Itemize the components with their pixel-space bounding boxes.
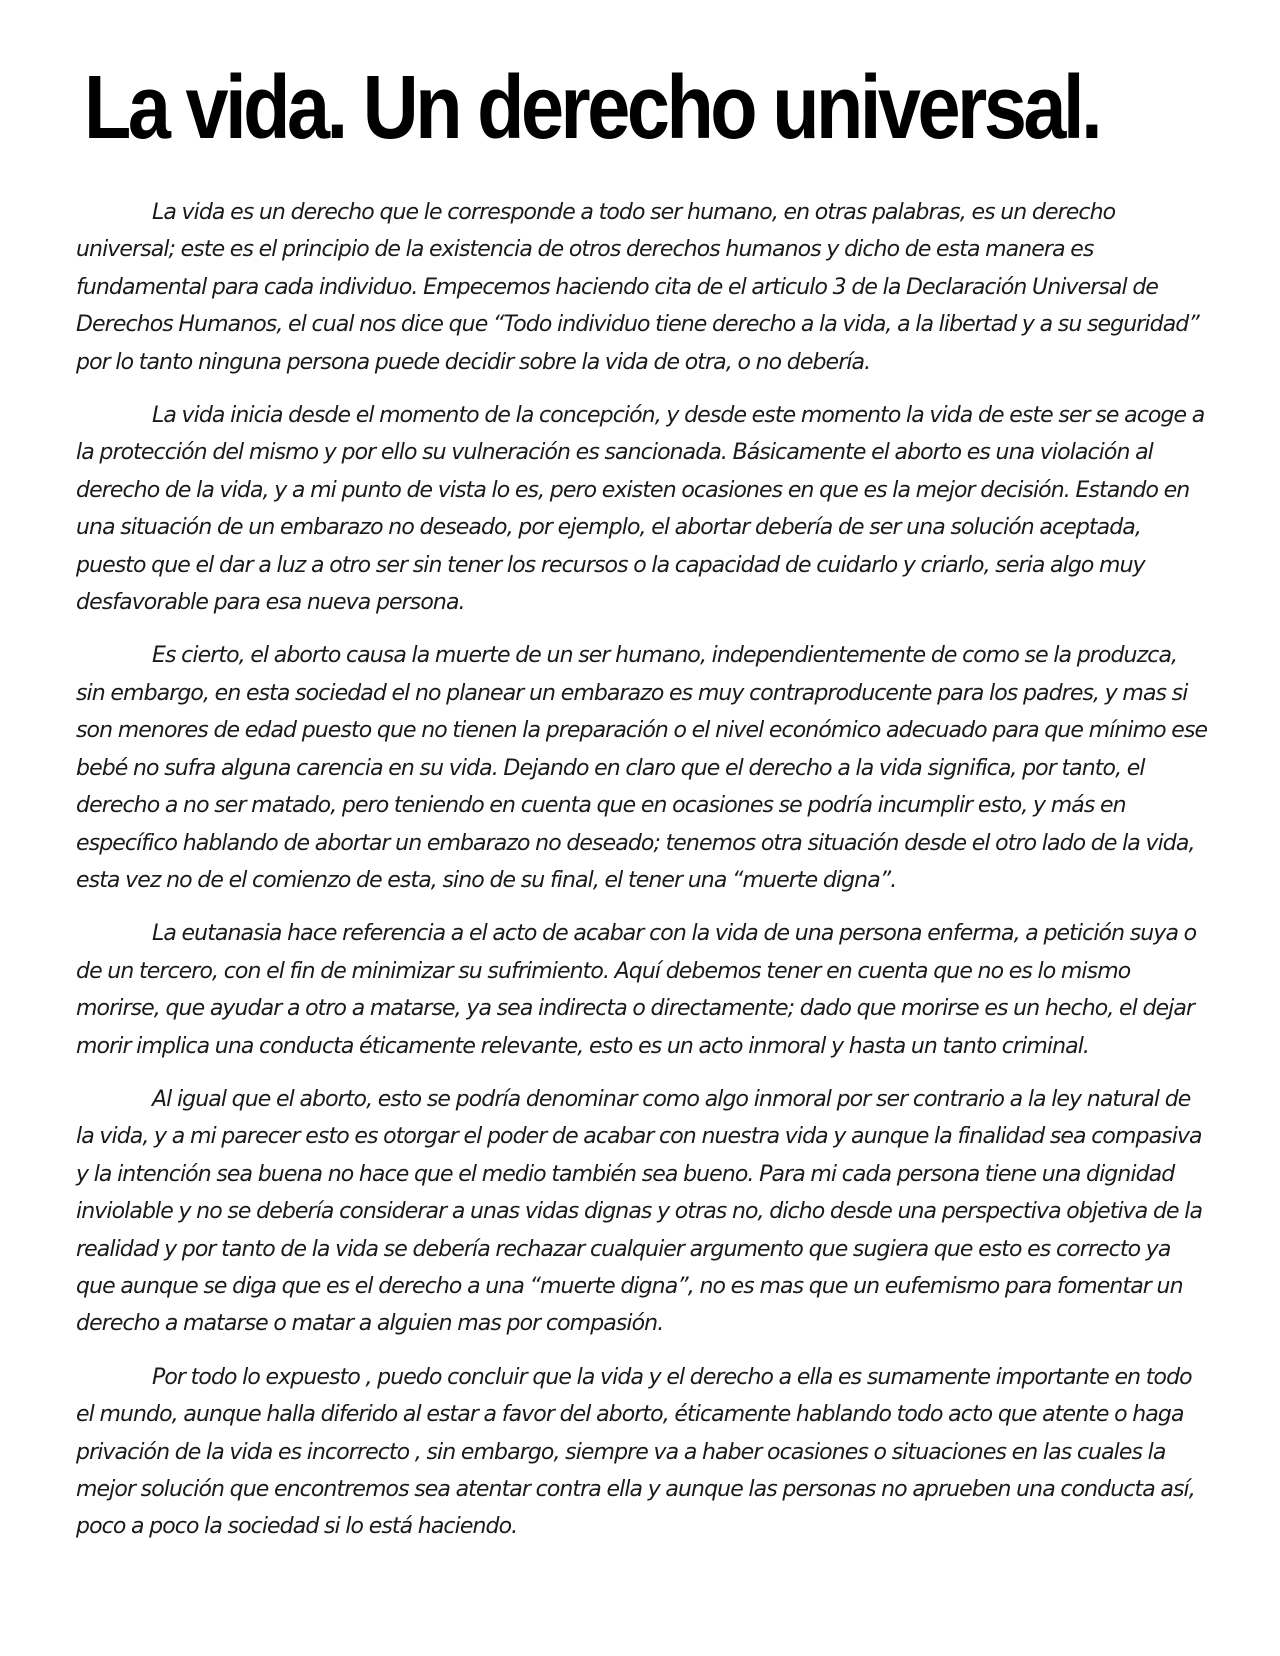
paragraph-6: Por todo lo expuesto , puedo concluir que la vida y el derecho a ella es sumamente importante en todo el mundo, aunque halla diferido al estar a favor del aborto, éticamente hablando todo acto que atente o haga privación de la vida es incorrecto , sin embargo, siempre va a haber ocasiones o situaciones en las cuales la mejor solución que encontremos sea atentar contra ella y aunque las personas no aprueben una conducta así, poco a poco la sociedad si lo está haciendo. xyxy=(76,1364,1195,1540)
paragraph-4: La eutanasia hace referencia a el acto de acabar con la vida de una persona enferma, a petición suya o de un tercero, con el fin de minimizar su sufrimiento. Aquí debemos tener en cuenta que no es lo mismo morirse, que ayudar a otro a matarse, ya sea indirecta o directamente; dado que morirse es un hecho, el dejar morir implica una conducta éticamente relevante, esto es un acto inmoral y hasta un tanto criminal. xyxy=(76,921,1197,1059)
paragraph-5: Al igual que el aborto, esto se podría denominar como algo inmoral por ser contrario a la ley natural de la vida, y a mi parecer esto es otorgar el poder de acabar con nuestra vida y aunque la finalidad sea compasiva y la intención sea buena no hace que el medio también sea bueno. Para mi cada persona tiene una dignidad inviolable y no se debería considerar a unas vidas dignas y otras no, dicho desde una perspectiva objetiva de la realidad y por tanto de la vida se debería rechazar cualquier argumento que sugiera que esto es correcto ya que aunque se diga que es el derecho a una “muerte digna”, no es mas que un eufemismo para fomentar un derecho a matarse o matar a alguien mas por compasión. xyxy=(76,1086,1203,1337)
document-title: La vida. Un derecho universal. xyxy=(84,58,1100,158)
paragraph-2: La vida inicia desde el momento de la concepción, y desde este momento la vida de este ser se acoge a la protección del mismo y por ello su vulneración es sancionada. Básicamente el aborto es una violación al derecho de la vida, y a mi punto de vista lo es, pero existen ocasiones en que es la mejor decisión. Estando en una situación de un embarazo no deseado, por ejemplo, el abortar debería de ser una solución aceptada, puesto que el dar a luz a otro ser sin tener los recursos o la capacidad de cuidarlo y criarlo, seria algo muy desfavorable para esa nueva persona. xyxy=(76,403,1205,616)
document-body xyxy=(76,194,1210,1546)
paragraph-3: Es cierto, el aborto causa la muerte de un ser humano, independientemente de como se la produzca, sin embargo, en esta sociedad el no planear un embarazo es muy contraproducente para los padres, y mas si son menores de edad puesto que no tienen la preparación o el nivel económico adecuado para que mínimo ese bebé no sufra alguna carencia en su vida. Dejando en claro que el derecho a la vida significa, por tanto, el derecho a no ser matado, pero teniendo en cuenta que en ocasiones se podría incumplir esto, y más en específico hablando de abortar un embarazo no deseado; tenemos otra situación desde el otro lado de la vida, esta vez no de el comienzo de esta, sino de su final, el tener una “muerte digna”. xyxy=(76,643,1208,893)
paragraph-1: La vida es un derecho que le corresponde a todo ser humano, en otras palabras, es un derecho universal; este es el principio de la existencia de otros derechos humanos y dicho de esta manera es fundamental para cada individuo. Empecemos haciendo cita de el articulo 3 de la Declaración Universal de Derechos Humanos, el cual nos dice que “Todo individuo tiene derecho a la vida, a la libertad y a su seguridad” por lo tanto ninguna persona puede decidir sobre la vida de otra, o no debería. xyxy=(76,200,1199,375)
